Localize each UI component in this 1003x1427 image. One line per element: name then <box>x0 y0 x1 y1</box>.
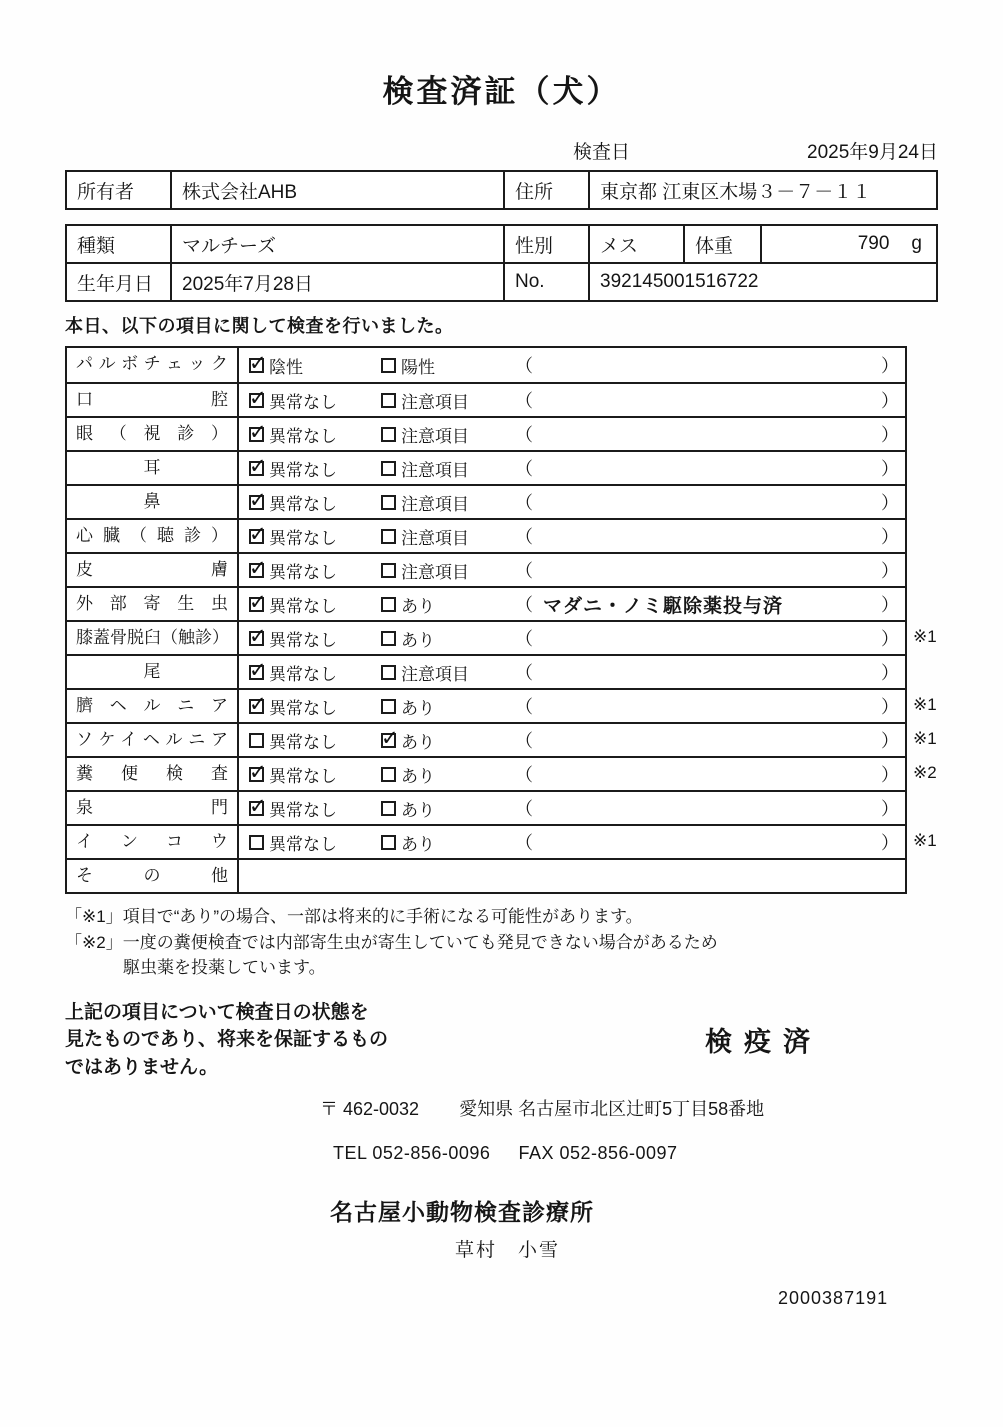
fax-number: FAX 052-856-0097 <box>518 1143 678 1164</box>
paren-close: ） <box>881 493 899 513</box>
checklist-row-tail <box>67 654 905 688</box>
birth-label: 生年月日 <box>77 273 154 295</box>
clinic-address <box>320 1095 938 1121</box>
option-2: 陽性 <box>381 353 513 378</box>
disclaimer-text: 上記の項目について検査日の状態を 見たものであり、将来を保証するもの ではありません。 <box>65 1001 389 1078</box>
item-label: 耳 <box>67 452 239 484</box>
paren-open: （ <box>515 391 533 411</box>
paren-open: （ <box>515 527 533 547</box>
footnote-mark: ※1 <box>913 627 937 646</box>
checkbox-normal <box>249 631 264 646</box>
option-2: 注意項目 <box>381 524 513 549</box>
paren-open: （ <box>515 833 533 853</box>
clinic-contact <box>333 1143 938 1164</box>
remarks-text: マダニ・ノミ駆除薬投与済 <box>543 595 784 617</box>
checkbox-caution <box>381 461 396 476</box>
item-label: ソケイヘルニア <box>67 724 239 756</box>
birth-value: 2025年7月28日 <box>170 264 503 300</box>
remarks-field <box>513 659 905 685</box>
paren-open: （ <box>515 459 533 479</box>
checklist-row-mouth <box>67 382 905 416</box>
option-1: 異常なし <box>249 830 381 855</box>
sex-label: 性別 <box>503 226 588 262</box>
option-1: ✓ 異常なし <box>249 524 381 549</box>
remarks-field <box>513 727 905 753</box>
remarks-field <box>513 523 905 549</box>
footnote-mark: ※2 <box>913 763 937 782</box>
checkbox-normal <box>249 597 264 612</box>
paren-open: （ <box>515 663 533 683</box>
option-2: あり <box>381 796 513 821</box>
option-1: ✓ 異常なし <box>249 422 381 447</box>
checkbox-present <box>381 767 396 782</box>
paren-close: ） <box>881 663 899 683</box>
weight-label: 体重 <box>683 226 760 262</box>
no-label: No. <box>503 264 588 300</box>
paren-open: （ <box>515 765 533 785</box>
option-2: あり <box>381 762 513 787</box>
checkbox-normal <box>249 563 264 578</box>
owner-label: 所有者 <box>77 181 135 203</box>
option-1: 異常なし <box>249 728 381 753</box>
checklist-table <box>65 346 937 894</box>
remarks-field <box>513 489 905 515</box>
item-label: 臍ヘルニア <box>67 690 239 722</box>
checklist-row-fontanelle <box>67 790 905 824</box>
checkbox-normal <box>249 835 264 850</box>
animal-table <box>65 224 938 302</box>
checkbox-negative <box>249 358 264 373</box>
remarks-field <box>513 829 905 855</box>
checklist-row-nose <box>67 484 905 518</box>
no-value: 392145001516722 <box>588 264 936 300</box>
checklist-row-inguinal-hernia <box>67 722 937 756</box>
option-2: 注意項目 <box>381 660 513 685</box>
checkbox-caution <box>381 393 396 408</box>
checkbox-normal <box>249 393 264 408</box>
footnote-mark: ※1 <box>913 831 937 850</box>
option-1: ✓ 異常なし <box>249 558 381 583</box>
paren-close: ） <box>881 731 899 751</box>
checkbox-normal <box>249 427 264 442</box>
option-2: あり <box>381 592 513 617</box>
paren-close: ） <box>881 799 899 819</box>
option-1: ✓ 陰性 <box>249 353 381 378</box>
checkbox-normal <box>249 733 264 748</box>
tel-number: TEL 052-856-0096 <box>333 1143 491 1164</box>
checkbox-normal <box>249 495 264 510</box>
checkbox-normal <box>249 529 264 544</box>
checkbox-caution <box>381 529 396 544</box>
paren-open: （ <box>515 425 533 445</box>
paren-close: ） <box>881 356 899 376</box>
footnotes <box>65 904 938 981</box>
item-label: パルボチェック <box>67 348 239 382</box>
item-label: 心臓（聴診） <box>67 520 239 552</box>
weight-unit: g <box>911 233 922 254</box>
option-2: 注意項目 <box>381 490 513 515</box>
checkbox-present <box>381 631 396 646</box>
checklist-row-parvo <box>67 348 905 382</box>
checkbox-normal <box>249 767 264 782</box>
remarks-field <box>513 421 905 447</box>
paren-open: （ <box>515 595 533 615</box>
postal-code: 〒 462-0032 <box>320 1099 420 1120</box>
weight-value: 790 <box>857 233 890 254</box>
option-2: ✓ あり <box>381 728 513 753</box>
paren-close: ） <box>881 765 899 785</box>
remarks-field <box>513 387 905 413</box>
checklist-row-cryptorchid <box>67 824 937 858</box>
option-2: あり <box>381 694 513 719</box>
item-label: 尾 <box>67 656 239 688</box>
checklist-row-other <box>67 858 905 892</box>
item-label: 外部寄生虫 <box>67 588 239 620</box>
checkbox-normal <box>249 699 264 714</box>
checklist-row-external-parasites <box>67 586 905 620</box>
checklist-row-ears <box>67 450 905 484</box>
option-1: ✓ 異常なし <box>249 694 381 719</box>
checkbox-normal <box>249 665 264 680</box>
item-label: 眼（視診） <box>67 418 239 450</box>
paren-close: ） <box>881 459 899 479</box>
checkbox-present <box>381 835 396 850</box>
checklist-row-fecal-exam <box>67 756 937 790</box>
option-2: あり <box>381 830 513 855</box>
footnote-2: 「※2」一度の糞便検査では内部寄生虫が寄生していても発見できない場合があるため <box>65 932 718 952</box>
option-1: ✓ 異常なし <box>249 388 381 413</box>
checkbox-caution <box>381 665 396 680</box>
item-label: 泉門 <box>67 792 239 824</box>
sex-value: メス <box>588 226 683 262</box>
paren-close: ） <box>881 561 899 581</box>
paren-close: ） <box>881 697 899 717</box>
paren-close: ） <box>881 527 899 547</box>
checkbox-caution <box>381 427 396 442</box>
remarks-field <box>513 693 905 719</box>
option-1: ✓ 異常なし <box>249 626 381 651</box>
option-2: 注意項目 <box>381 456 513 481</box>
address-value: 東京都 江東区木場３－７－１１ <box>588 172 936 208</box>
option-1: ✓ 異常なし <box>249 762 381 787</box>
paren-open: （ <box>515 356 533 376</box>
option-2: あり <box>381 626 513 651</box>
paren-close: ） <box>881 629 899 649</box>
item-label: 膝蓋骨脱臼（触診） <box>67 622 239 654</box>
option-2: 注意項目 <box>381 558 513 583</box>
option-1: ✓ 異常なし <box>249 490 381 515</box>
checkbox-normal <box>249 801 264 816</box>
paren-open: （ <box>515 493 533 513</box>
serial-number: 2000387191 <box>778 1288 889 1309</box>
item-label: 鼻 <box>67 486 239 518</box>
paren-open: （ <box>515 799 533 819</box>
examiner-name: 草村 小雪 <box>455 1240 561 1262</box>
breed-label: 種類 <box>77 235 116 257</box>
inspection-date-label: 検査日 <box>573 142 631 163</box>
owner-value: 株式会社AHB <box>170 172 503 208</box>
checklist-row-heart <box>67 518 905 552</box>
breed-value: マルチーズ <box>170 226 503 262</box>
checkbox-present <box>381 801 396 816</box>
item-label: 糞便検査 <box>67 758 239 790</box>
intro-text: 本日、以下の項目に関して検査を行いました。 <box>65 316 454 336</box>
item-label: 口腔 <box>67 384 239 416</box>
remarks-field <box>513 625 905 651</box>
address-label: 住所 <box>503 172 588 208</box>
footnote-mark: ※1 <box>913 695 937 714</box>
item-label: その他 <box>67 860 239 892</box>
option-1: ✓ 異常なし <box>249 660 381 685</box>
remarks-field <box>513 761 905 787</box>
remarks-field <box>513 591 905 618</box>
paren-close: ） <box>881 425 899 445</box>
paren-open: （ <box>515 697 533 717</box>
clinic-name: 名古屋小動物検査診療所 <box>330 1199 594 1226</box>
remarks-field <box>513 557 905 583</box>
item-label: 皮膚 <box>67 554 239 586</box>
checklist-row-umbilical-hernia <box>67 688 937 722</box>
checklist-row-patella <box>67 620 937 654</box>
paren-close: ） <box>881 391 899 411</box>
paren-close: ） <box>881 833 899 853</box>
paren-close: ） <box>881 595 899 615</box>
footnote-mark: ※1 <box>913 729 937 748</box>
option-1: ✓ 異常なし <box>249 796 381 821</box>
item-label: インコウ <box>67 826 239 858</box>
paren-open: （ <box>515 561 533 581</box>
remarks-field <box>513 352 905 378</box>
weight-cell <box>760 226 936 262</box>
option-1: ✓ 異常なし <box>249 456 381 481</box>
remarks-field <box>513 795 905 821</box>
remarks-field <box>513 455 905 481</box>
checkbox-present <box>381 733 396 748</box>
checkbox-positive <box>381 358 396 373</box>
inspection-date-value: 2025年9月24日 <box>807 142 938 163</box>
checkbox-present <box>381 699 396 714</box>
footnote-1: 「※1」項目で“あり”の場合、一部は将来的に手術になる可能性があります。 <box>65 907 643 926</box>
checkbox-normal <box>249 461 264 476</box>
footnote-2-cont: 駆虫薬を投薬しています。 <box>123 958 326 977</box>
address-text: 愛知県 名古屋市北区辻町5丁目58番地 <box>459 1099 765 1120</box>
paren-open: （ <box>515 629 533 649</box>
checklist-row-skin <box>67 552 905 586</box>
option-1: ✓ 異常なし <box>249 592 381 617</box>
option-2: 注意項目 <box>381 388 513 413</box>
page-title: 検査済証（犬） <box>382 74 621 109</box>
checkbox-present <box>381 597 396 612</box>
quarantine-stamp: 検疫済 <box>705 1027 822 1058</box>
checklist-row-eyes <box>67 416 905 450</box>
owner-table <box>65 170 938 210</box>
checkbox-caution <box>381 495 396 510</box>
paren-open: （ <box>515 731 533 751</box>
option-2: 注意項目 <box>381 422 513 447</box>
checkbox-caution <box>381 563 396 578</box>
inspection-date-row <box>65 137 938 164</box>
